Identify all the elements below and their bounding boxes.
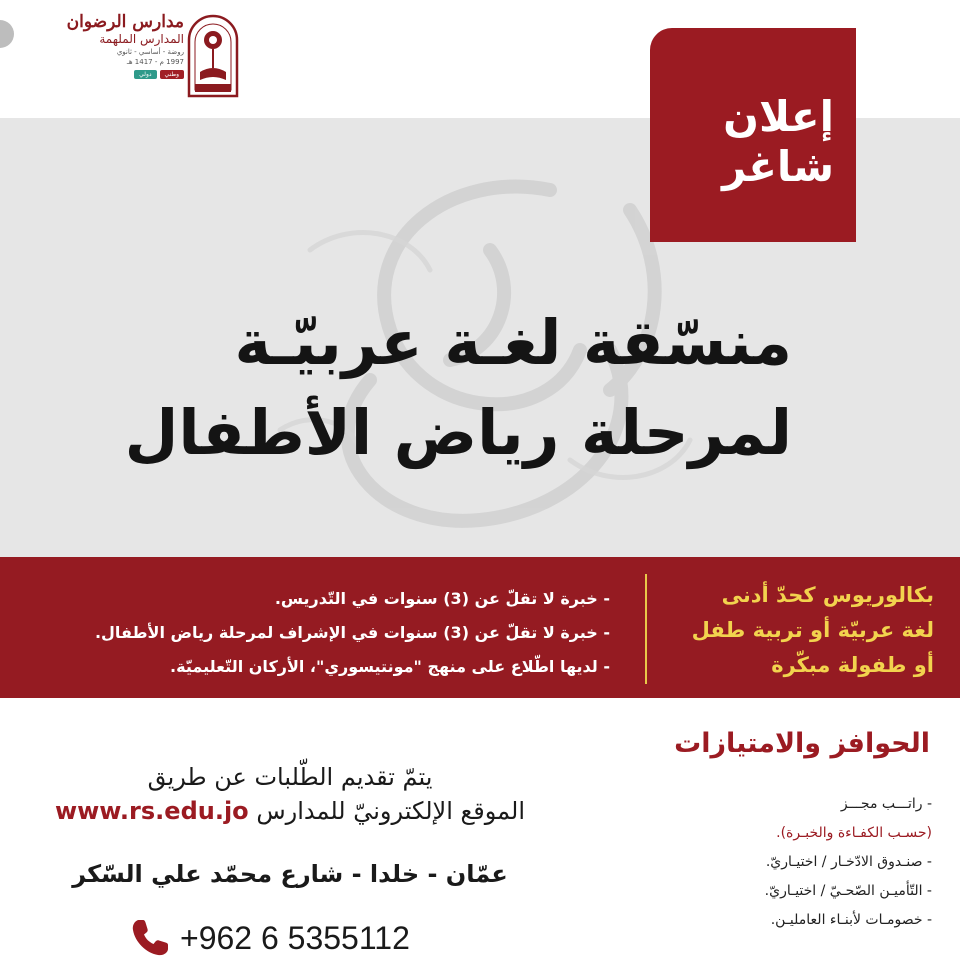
requirement-item: - خبرة لا تقلّ عن (3) سنوات في الإشراف لمرحلة رياض الأطفال.: [94, 623, 610, 642]
vacancy-line-1: إعلان: [723, 92, 834, 141]
degree-requirement: [634, 578, 934, 683]
school-logo: [60, 8, 240, 100]
vacancy-line-2: شاغر: [722, 142, 834, 191]
logo-school-name: مدارس الرضوان: [66, 12, 184, 32]
requirement-item: - لديها اطّلاع على منهج "مونتيسوري"، الأركان التّعليميّة.: [170, 657, 610, 676]
degree-line: لغة عربيّة أو تربية طفل: [691, 618, 934, 642]
benefit-item: - راتـــب مجـــز: [840, 796, 932, 812]
apply-line-1: يتمّ تقديم الطّلبات عن طريق: [147, 763, 433, 791]
experience-requirements: [10, 582, 610, 684]
degree-line: بكالوريوس كحدّ أدنى: [721, 583, 934, 607]
benefits-title: الحوافز والامتيازات: [674, 728, 930, 759]
benefit-item: - التّأميـن الصّحـيّ / اختيـاريّ.: [764, 883, 932, 899]
phone-contact: [128, 916, 410, 960]
benefit-item: - صنـدوق الادّخـار / اختيـاريّ.: [765, 854, 932, 870]
apply-line-2: [20, 794, 560, 828]
logo-subtitle: المدارس الملهمة: [99, 32, 184, 46]
benefit-item: - خصومـات لأبنـاء العامليـن.: [770, 912, 932, 928]
logo-tags: [67, 70, 184, 79]
phone-number[interactable]: +962 6 5355112: [180, 919, 410, 956]
vacancy-badge: [650, 28, 856, 242]
school-emblem-icon: [186, 10, 240, 98]
address: عمّان - خلدا - شارع محمّد علي السّكر: [72, 860, 508, 888]
job-title: [92, 298, 792, 478]
application-info: [20, 760, 560, 828]
logo-text-block: [67, 12, 184, 79]
phone-icon: [128, 916, 172, 960]
benefit-note: (حسـب الكفـاءة والخبـرة).: [776, 825, 932, 841]
job-title-line-2: لمرحلة رياض الأطفال: [124, 396, 792, 469]
logo-tag-international: دولي: [134, 70, 156, 79]
job-title-line-1: منسّقة لغـة عربيّـة: [234, 306, 792, 379]
logo-stages: روضة - أساسي - ثانوي: [116, 48, 184, 56]
degree-line: أو طفولة مبكّرة: [771, 653, 934, 677]
logo-year: 1997 م - 1417 هـ: [126, 58, 184, 66]
corner-circle: [0, 20, 14, 48]
apply-line-2-text: الموقع الإلكترونيّ للمدارس: [256, 797, 526, 825]
requirement-item: - خبرة لا تقلّ عن (3) سنوات في التّدريس.: [274, 589, 610, 608]
benefits-list: [592, 790, 932, 935]
website-link[interactable]: www.rs.edu.jo: [54, 797, 249, 825]
vacancy-text: [722, 92, 834, 192]
logo-tag-national: وطني: [160, 70, 184, 79]
